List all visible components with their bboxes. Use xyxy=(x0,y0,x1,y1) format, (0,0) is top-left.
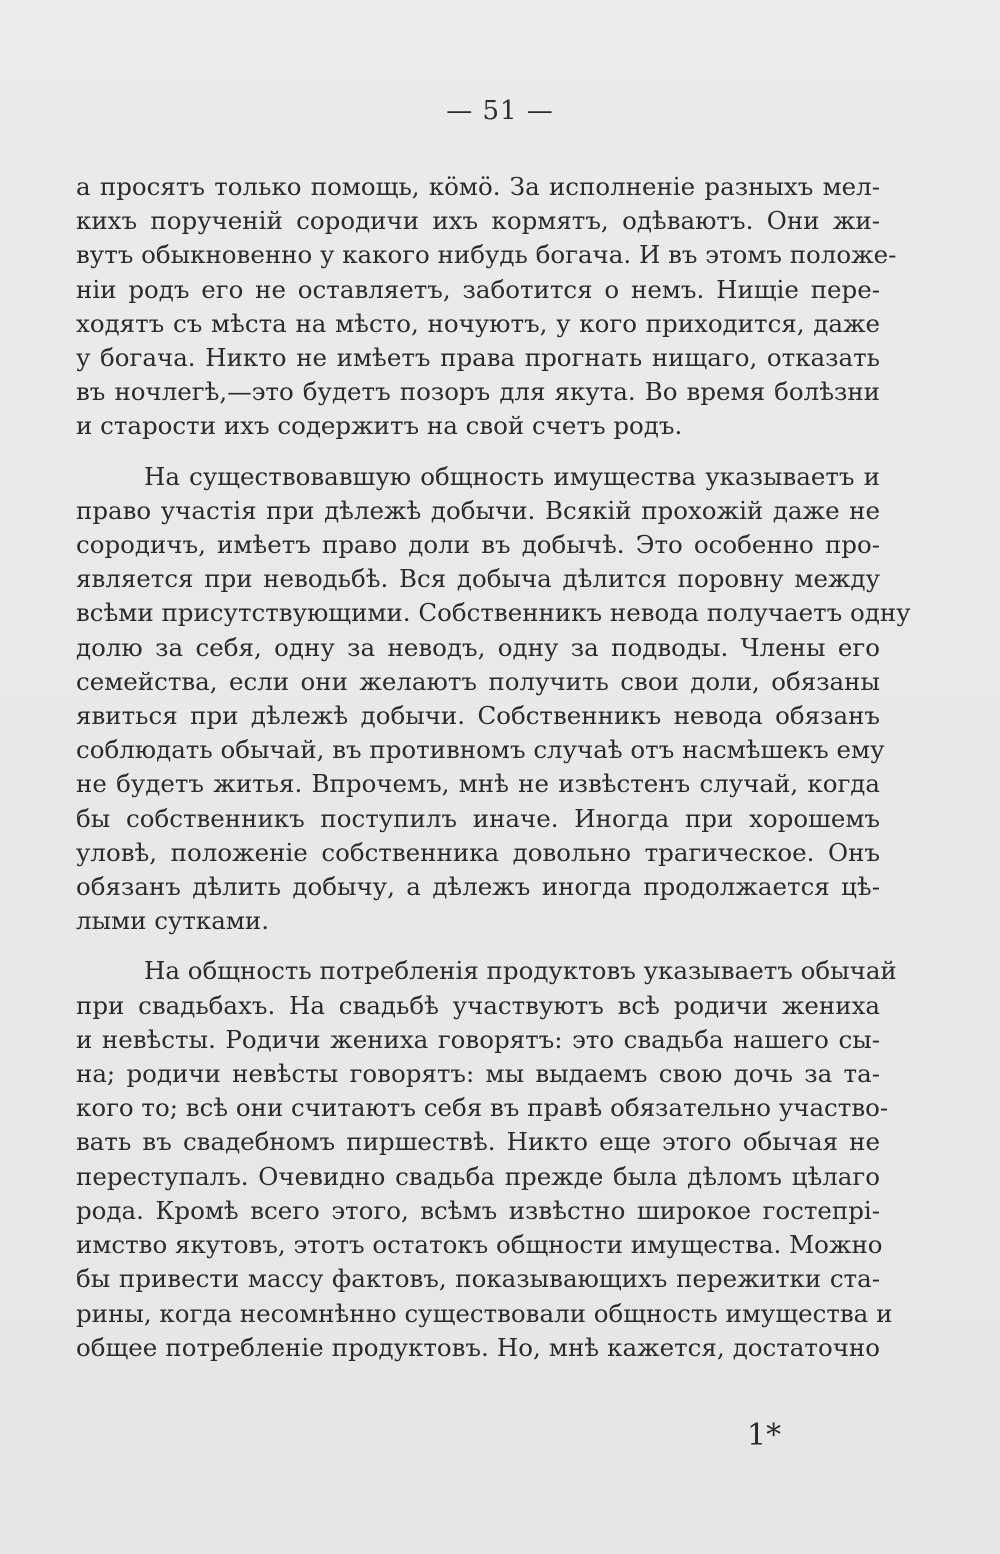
text-line: а просятъ только помощь, кӧмӧ. За исполненіе разныхъ мел- xyxy=(76,172,880,201)
paragraph-2 xyxy=(76,460,911,939)
text-line: вутъ обыкновенно у какого нибудь богача. И въ этомъ положе- xyxy=(76,240,897,270)
text-line: ніи родъ его не оставляетъ, заботится о немъ. Нищіе пере- xyxy=(76,274,880,304)
text-line: имство якутовъ, этотъ остатокъ общности имущества. Можно xyxy=(76,1230,883,1260)
signature-mark: 1* xyxy=(747,1418,782,1453)
text-line: уловѣ, положеніе собственника довольно трагическое. Онъ xyxy=(76,837,880,867)
text-line: въ ночлегѣ,—это будетъ позоръ для якута. Во время болѣзни xyxy=(76,377,880,407)
text-line: семейства, если они желаютъ получить свои доли, обязаны xyxy=(76,666,880,696)
text-line: На общность потребленія продуктовъ указываетъ обычай xyxy=(144,956,897,986)
text-line: явиться при дѣлежѣ добычи. Собственникъ невода обязанъ xyxy=(76,701,880,731)
text-line: являетcя при неводьбѣ. Вся добыча дѣлится поровну между xyxy=(76,564,880,594)
text-line: и невѣсты. Родичи жениха говорятъ: это свадьба нашего сы- xyxy=(76,1024,880,1054)
text-line: бы привести массу фактовъ, показывающихъ пережитки ста- xyxy=(76,1264,880,1294)
text-line: переступалъ. Очевидно свадьба прежде была дѣломъ цѣлаго xyxy=(76,1161,880,1191)
text-line: всѣми присутствующими. Собственникъ невода получаетъ одну xyxy=(76,598,911,628)
text-line: и старости ихъ содержитъ на свой счетъ родъ. xyxy=(76,411,683,441)
text-line: лыми сутками. xyxy=(76,906,270,936)
text-line: право участія при дѣлежѣ добычи. Всякій прохожій даже не xyxy=(76,495,880,525)
text-line: кого то; всѣ они считаютъ себя въ правѣ обязательно участво- xyxy=(76,1093,889,1123)
text-line: не будетъ житья. Впрочемъ, мнѣ не извѣстенъ случай, когда xyxy=(76,769,880,799)
text-line: у богача. Никто не имѣетъ права прогнать нищаго, отказать xyxy=(76,343,880,373)
text-line: На существовавшую общность имущества указываетъ и xyxy=(144,461,880,491)
paragraph-1 xyxy=(76,170,897,444)
text-line: рода. Кромѣ всего этого, всѣмъ извѣстно широкое гостепрі- xyxy=(76,1195,880,1225)
text-line: долю за себя, одну за неводъ, одну за подводы. Члены его xyxy=(76,632,880,662)
text-line: при свадьбахъ. На свадьбѣ участвуютъ всѣ родичи жениха xyxy=(76,990,880,1020)
text-line: ходятъ съ мѣста на мѣсто, ночуютъ, у кого приходится, даже xyxy=(76,308,880,338)
text-line: на; родичи невѣсты говорятъ: мы выдаемъ свою дочь за та- xyxy=(76,1059,880,1089)
paragraph-3 xyxy=(76,954,897,1364)
text-line: вать въ свадебномъ пиршествѣ. Никто еще этого обычая не xyxy=(76,1127,880,1157)
text-line: бы собственникъ поступилъ иначе. Иногда при хорошемъ xyxy=(76,803,880,833)
text-line: сородичъ, имѣетъ право доли въ добычѣ. Это особенно про- xyxy=(76,530,880,560)
page-number: — 51 — xyxy=(446,96,554,126)
text-line: общее потребленіе продуктовъ. Но, мнѣ кажется, достаточно xyxy=(76,1332,880,1362)
text-line: обязанъ дѣлить добычу, а дѣлежъ иногда продолжается цѣ- xyxy=(76,872,880,902)
text-line: рины, когда несомнѣнно существовали общность имущества и xyxy=(76,1298,893,1328)
text-line: соблюдать обычай, въ противномъ случаѣ отъ насмѣшекъ ему xyxy=(76,735,885,765)
body-text xyxy=(76,170,911,1365)
text-line: кихъ порученій сородичи ихъ кормятъ, одѣваютъ. Они жи- xyxy=(76,206,880,236)
